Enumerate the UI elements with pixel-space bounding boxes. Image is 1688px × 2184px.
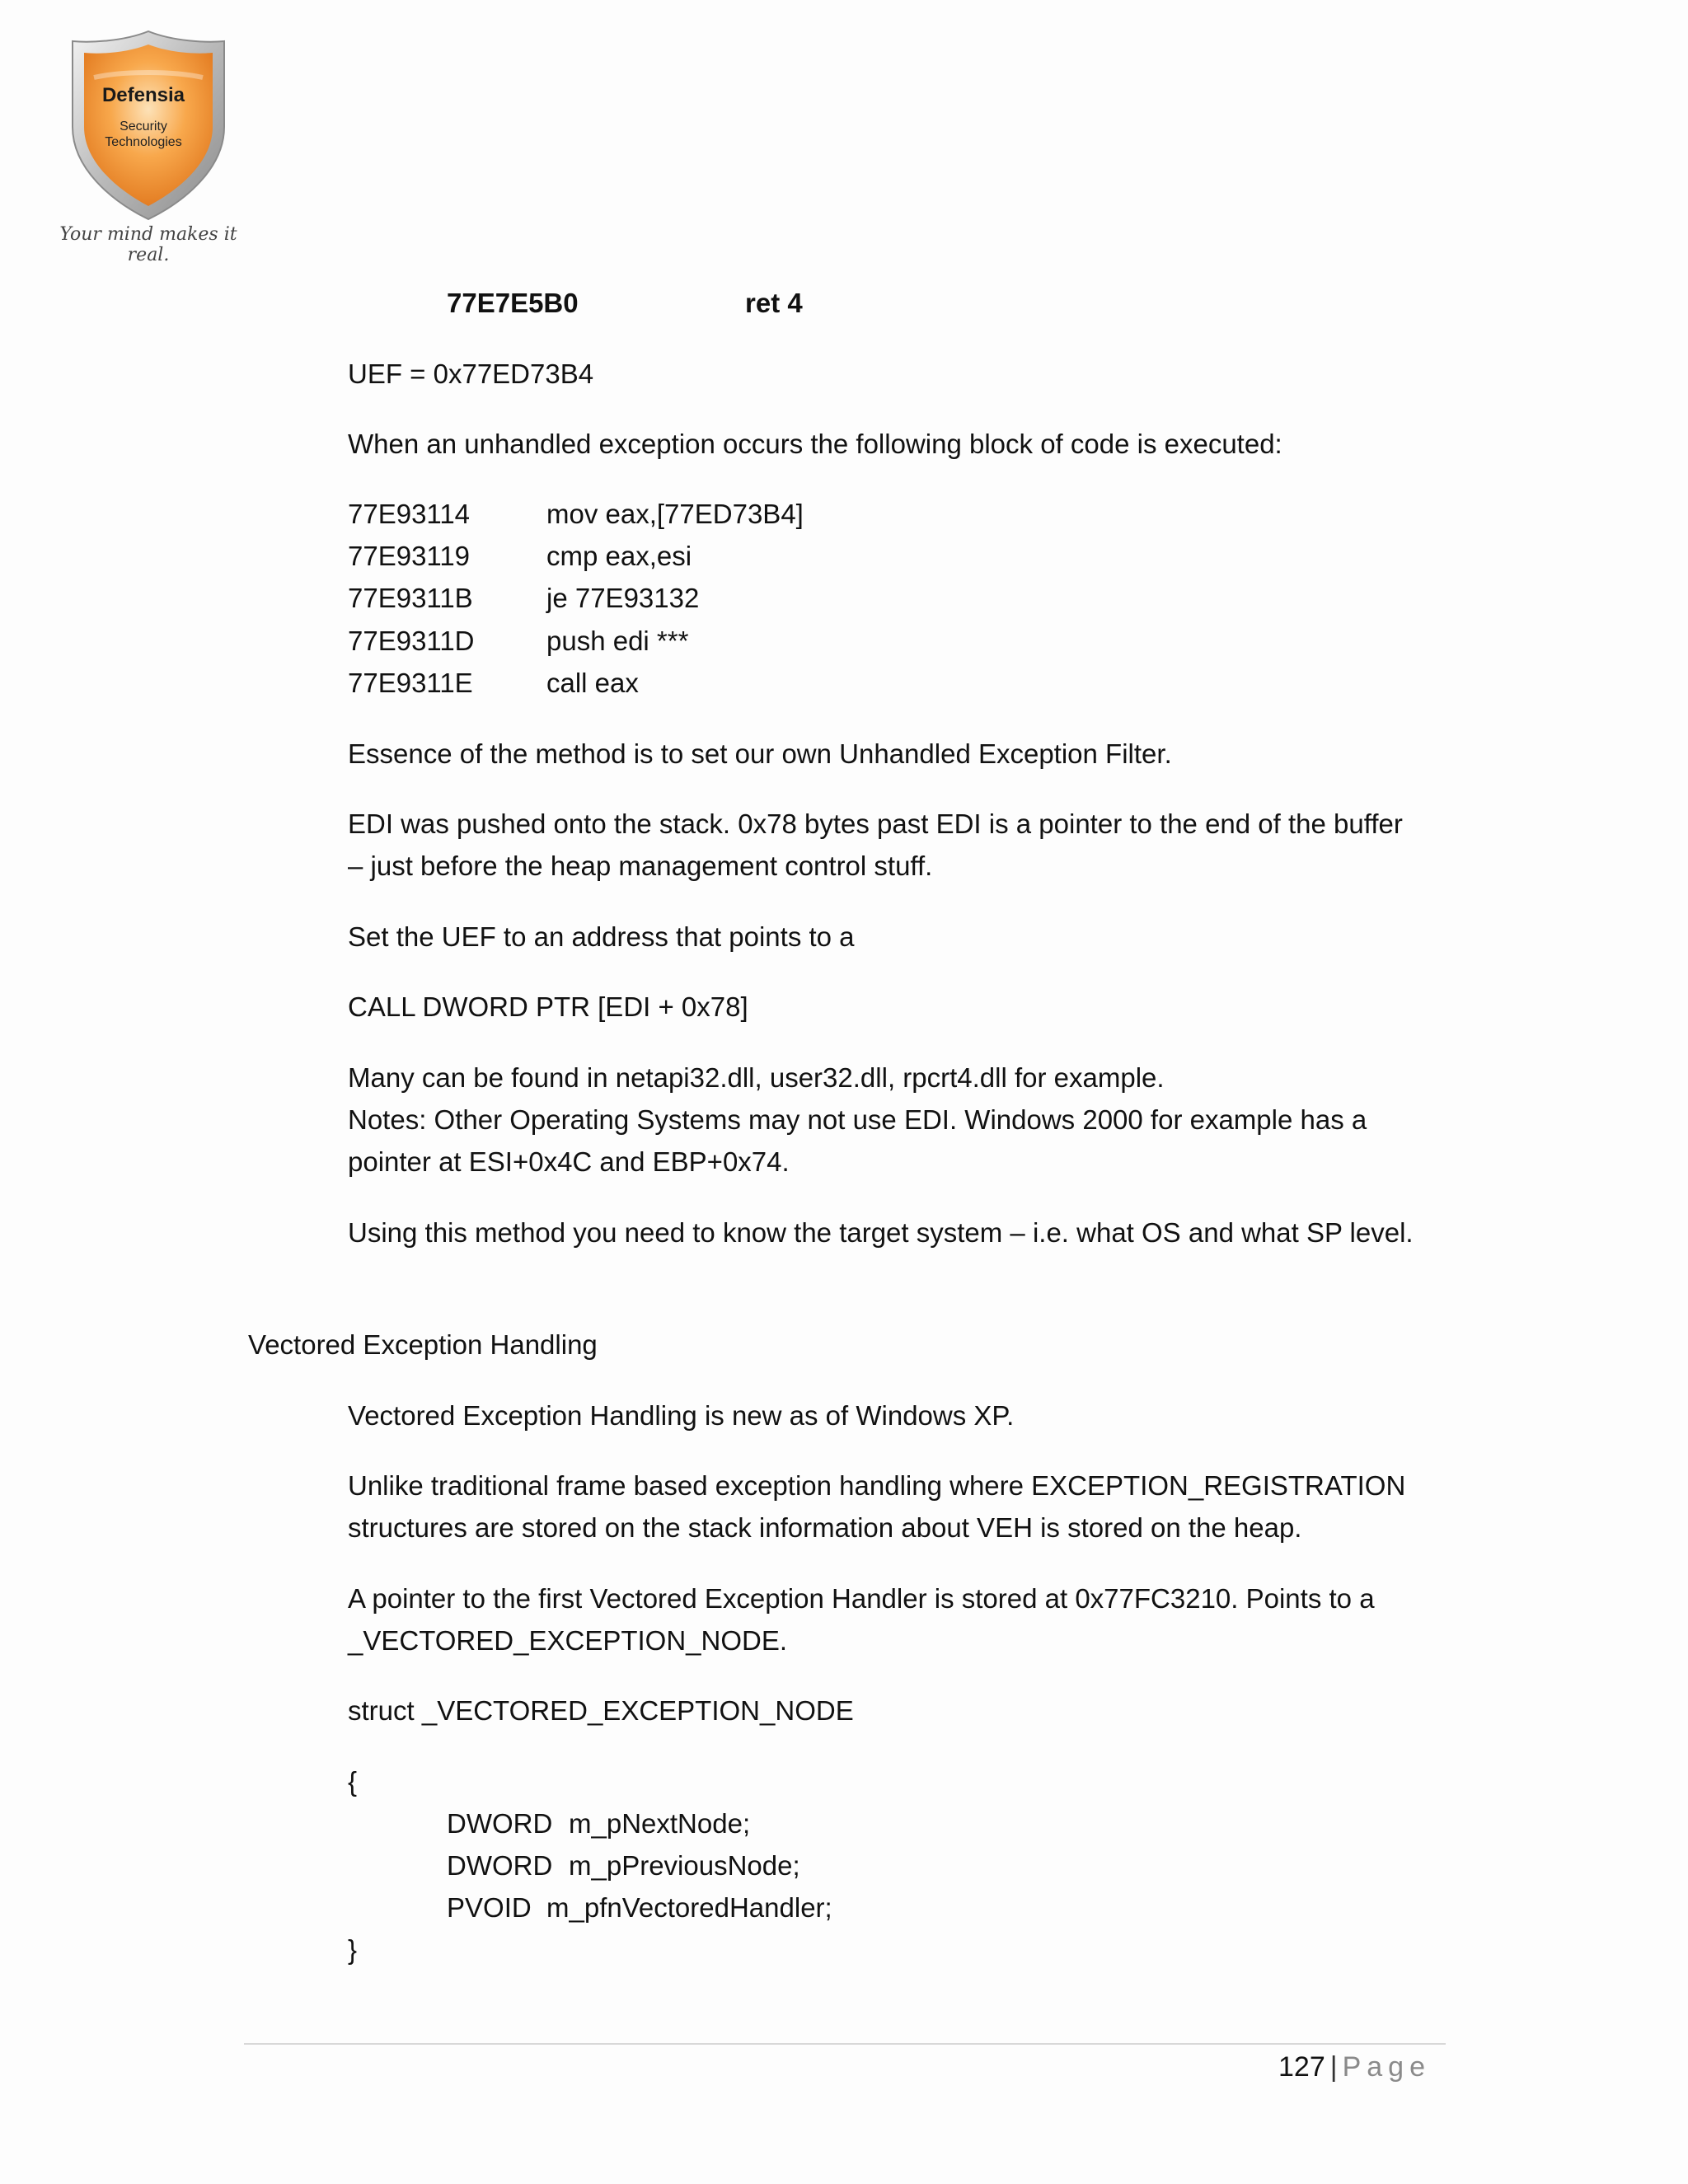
call-instruction: CALL DWORD PTR [EDI + 0x78] xyxy=(348,991,748,1022)
footer-separator: | xyxy=(1329,2051,1338,2083)
field-type: DWORD xyxy=(447,1808,553,1839)
section-heading: Vectored Exception Handling xyxy=(248,1329,598,1360)
using-paragraph: Using this method you need to know the target system – i.e. what OS and what SP level. xyxy=(348,1217,1414,1248)
unlike-line1: Unlike traditional frame based exception handling where EXCEPTION_REGISTRATION xyxy=(348,1470,1406,1501)
code-address: 77E9311D xyxy=(348,626,475,656)
logo-tagline: Your mind makes it real. xyxy=(59,224,237,265)
page-number: 127 xyxy=(1278,2051,1325,2083)
field-name: m_pPreviousNode; xyxy=(569,1850,800,1881)
page-footer xyxy=(1278,2044,1431,2090)
code-address: 77E9311B xyxy=(348,583,473,613)
code-instruction: mov eax,[77ED73B4] xyxy=(546,499,804,529)
code-address: 77E93114 xyxy=(348,499,471,529)
brace-open: { xyxy=(348,1766,358,1797)
code-instruction: cmp eax,esi xyxy=(546,541,692,571)
footer-divider xyxy=(244,2043,1446,2045)
code-instruction: push edi *** xyxy=(546,626,689,656)
field-type: DWORD xyxy=(447,1850,553,1881)
company-logo xyxy=(58,28,239,265)
logo-subtitle-line2: Technologies xyxy=(105,135,182,149)
uef-line: UEF = 0x77ED73B4 xyxy=(348,359,594,389)
pointer-line1: A pointer to the first Vectored Exception Handler is stored at 0x77FC3210. Points to a xyxy=(348,1583,1375,1614)
brace-close: } xyxy=(348,1934,358,1965)
code-instruction: je 77E93132 xyxy=(546,583,700,613)
logo-subtitle-line1: Security xyxy=(120,120,167,134)
intro-paragraph: When an unhandled exception occurs the following block of code is executed: xyxy=(348,429,1282,459)
many-paragraph: Many can be found in netapi32.dll, user32.dll, rpcrt4.dll for example. xyxy=(348,1062,1165,1093)
code-address: 77E9311E xyxy=(348,668,473,698)
ret-address: 77E7E5B0 xyxy=(447,288,579,318)
field-type: PVOID xyxy=(447,1892,532,1923)
code-instruction: call eax xyxy=(546,668,639,698)
struct-declaration: struct _VECTORED_EXCEPTION_NODE xyxy=(348,1695,854,1726)
pointer-line2: _VECTORED_EXCEPTION_NODE. xyxy=(348,1625,788,1656)
field-name: m_pfnVectoredHandler; xyxy=(546,1892,832,1923)
logo-brand: Defensia xyxy=(101,84,185,106)
code-address: 77E93119 xyxy=(348,541,471,571)
notes-line2: pointer at ESI+0x4C and EBP+0x74. xyxy=(348,1146,790,1177)
logo-subtitle xyxy=(66,119,221,150)
notes-line1: Notes: Other Operating Systems may not use EDI. Windows 2000 for example has a xyxy=(348,1104,1367,1135)
field-name: m_pNextNode; xyxy=(569,1808,751,1839)
veh-new-paragraph: Vectored Exception Handling is new as of Windows XP. xyxy=(348,1400,1015,1431)
ret-instruction: ret 4 xyxy=(745,288,803,318)
edi-paragraph-line1: EDI was pushed onto the stack. 0x78 bytes past EDI is a pointer to the end of the buffer xyxy=(348,808,1403,839)
set-uef-paragraph: Set the UEF to an address that points to a xyxy=(348,921,855,952)
page-label: Page xyxy=(1342,2051,1431,2083)
unlike-line2: structures are stored on the stack information about VEH is stored on the heap. xyxy=(348,1512,1302,1543)
edi-paragraph-line2: – just before the heap management control stuff. xyxy=(348,851,933,881)
essence-paragraph: Essence of the method is to set our own Unhandled Exception Filter. xyxy=(348,738,1172,769)
